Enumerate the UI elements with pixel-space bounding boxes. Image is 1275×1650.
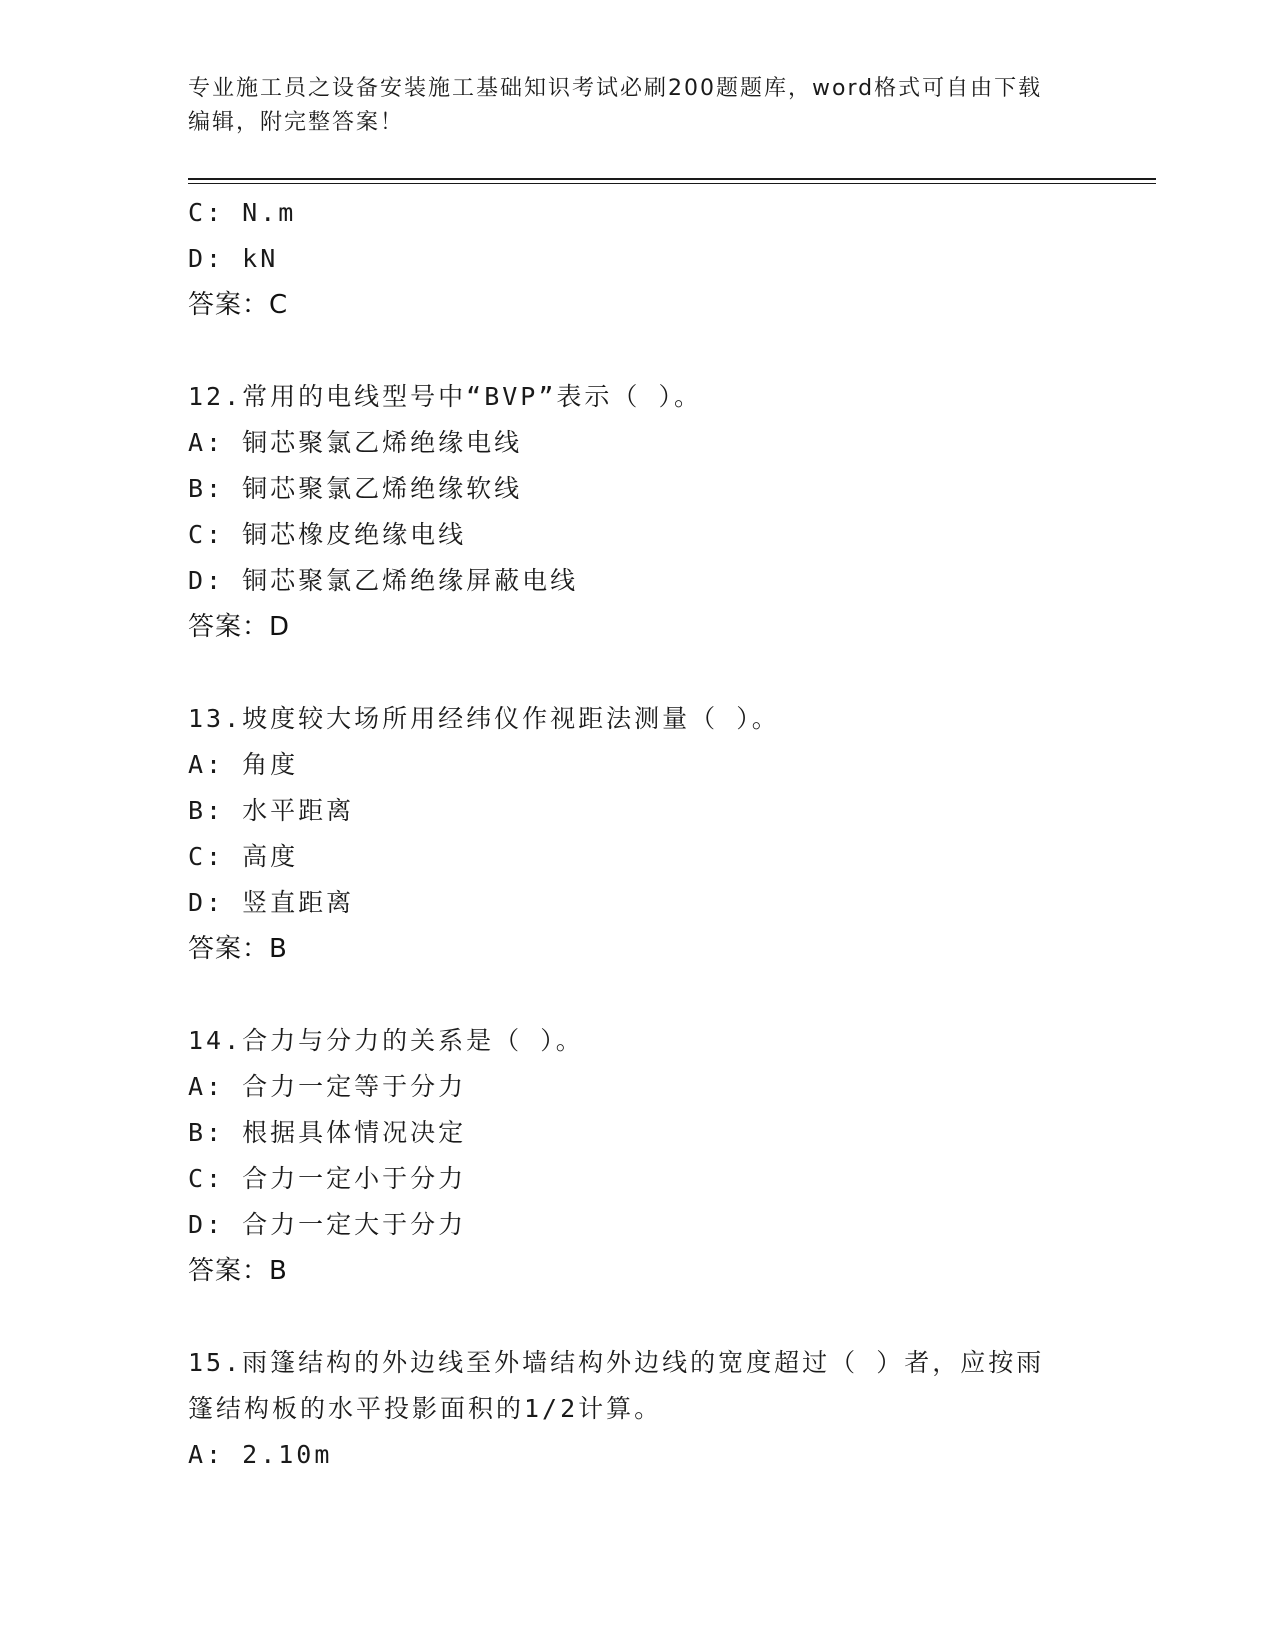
option-a: A: 铜芯聚氯乙烯绝缘电线 — [188, 428, 523, 457]
spacer — [188, 972, 1088, 1018]
option-c: C: 高度 — [188, 842, 299, 871]
answer-line: 答案：B — [188, 1256, 288, 1286]
option-d: D: 竖直距离 — [188, 888, 355, 917]
option-a: A: 角度 — [188, 750, 299, 779]
answer-line: 答案：D — [188, 612, 291, 642]
question-text: 12.常用的电线型号中“BVP”表示（ ）。 — [188, 382, 702, 411]
option-c: C: 铜芯橡皮绝缘电线 — [188, 520, 467, 549]
option-d: D: kN — [188, 244, 279, 273]
option-b: B: 水平距离 — [188, 796, 355, 825]
question-14 — [188, 1018, 1088, 1294]
answer-line: 答案：C — [188, 290, 289, 320]
spacer — [188, 1294, 1088, 1340]
option-d: D: 合力一定大于分力 — [188, 1210, 467, 1239]
option-a: A: 2.10m — [188, 1440, 333, 1469]
question-text: 14.合力与分力的关系是（ ）。 — [188, 1026, 584, 1055]
question-11-tail — [188, 190, 1088, 328]
option-a: A: 合力一定等于分力 — [188, 1072, 467, 1101]
spacer — [188, 650, 1088, 696]
option-b: B: 根据具体情况决定 — [188, 1118, 467, 1147]
header-title-line-2: 编辑，附完整答案！ — [188, 110, 405, 135]
document-header — [188, 72, 1088, 140]
option-b: B: 铜芯聚氯乙烯绝缘软线 — [188, 474, 523, 503]
question-13 — [188, 696, 1088, 972]
question-12 — [188, 374, 1088, 650]
spacer — [188, 328, 1088, 374]
question-text-line-2: 篷结构板的水平投影面积的1/2计算。 — [188, 1394, 663, 1423]
question-text: 13.坡度较大场所用经纬仪作视距法测量（ ）。 — [188, 704, 780, 733]
header-divider-thin — [188, 183, 1156, 184]
question-text-line-1: 15.雨篷结构的外边线至外墙结构外边线的宽度超过（ ）者，应按雨 — [188, 1348, 1045, 1377]
option-c: C: N.m — [188, 198, 297, 227]
question-15 — [188, 1340, 1088, 1478]
option-c: C: 合力一定小于分力 — [188, 1164, 467, 1193]
header-title-line-1: 专业施工员之设备安装施工基础知识考试必刷200题题库，word格式可自由下载 — [188, 76, 1043, 101]
answer-line: 答案：B — [188, 934, 288, 964]
question-list — [188, 190, 1088, 1478]
option-d: D: 铜芯聚氯乙烯绝缘屏蔽电线 — [188, 566, 579, 595]
header-divider-thick — [188, 178, 1156, 180]
